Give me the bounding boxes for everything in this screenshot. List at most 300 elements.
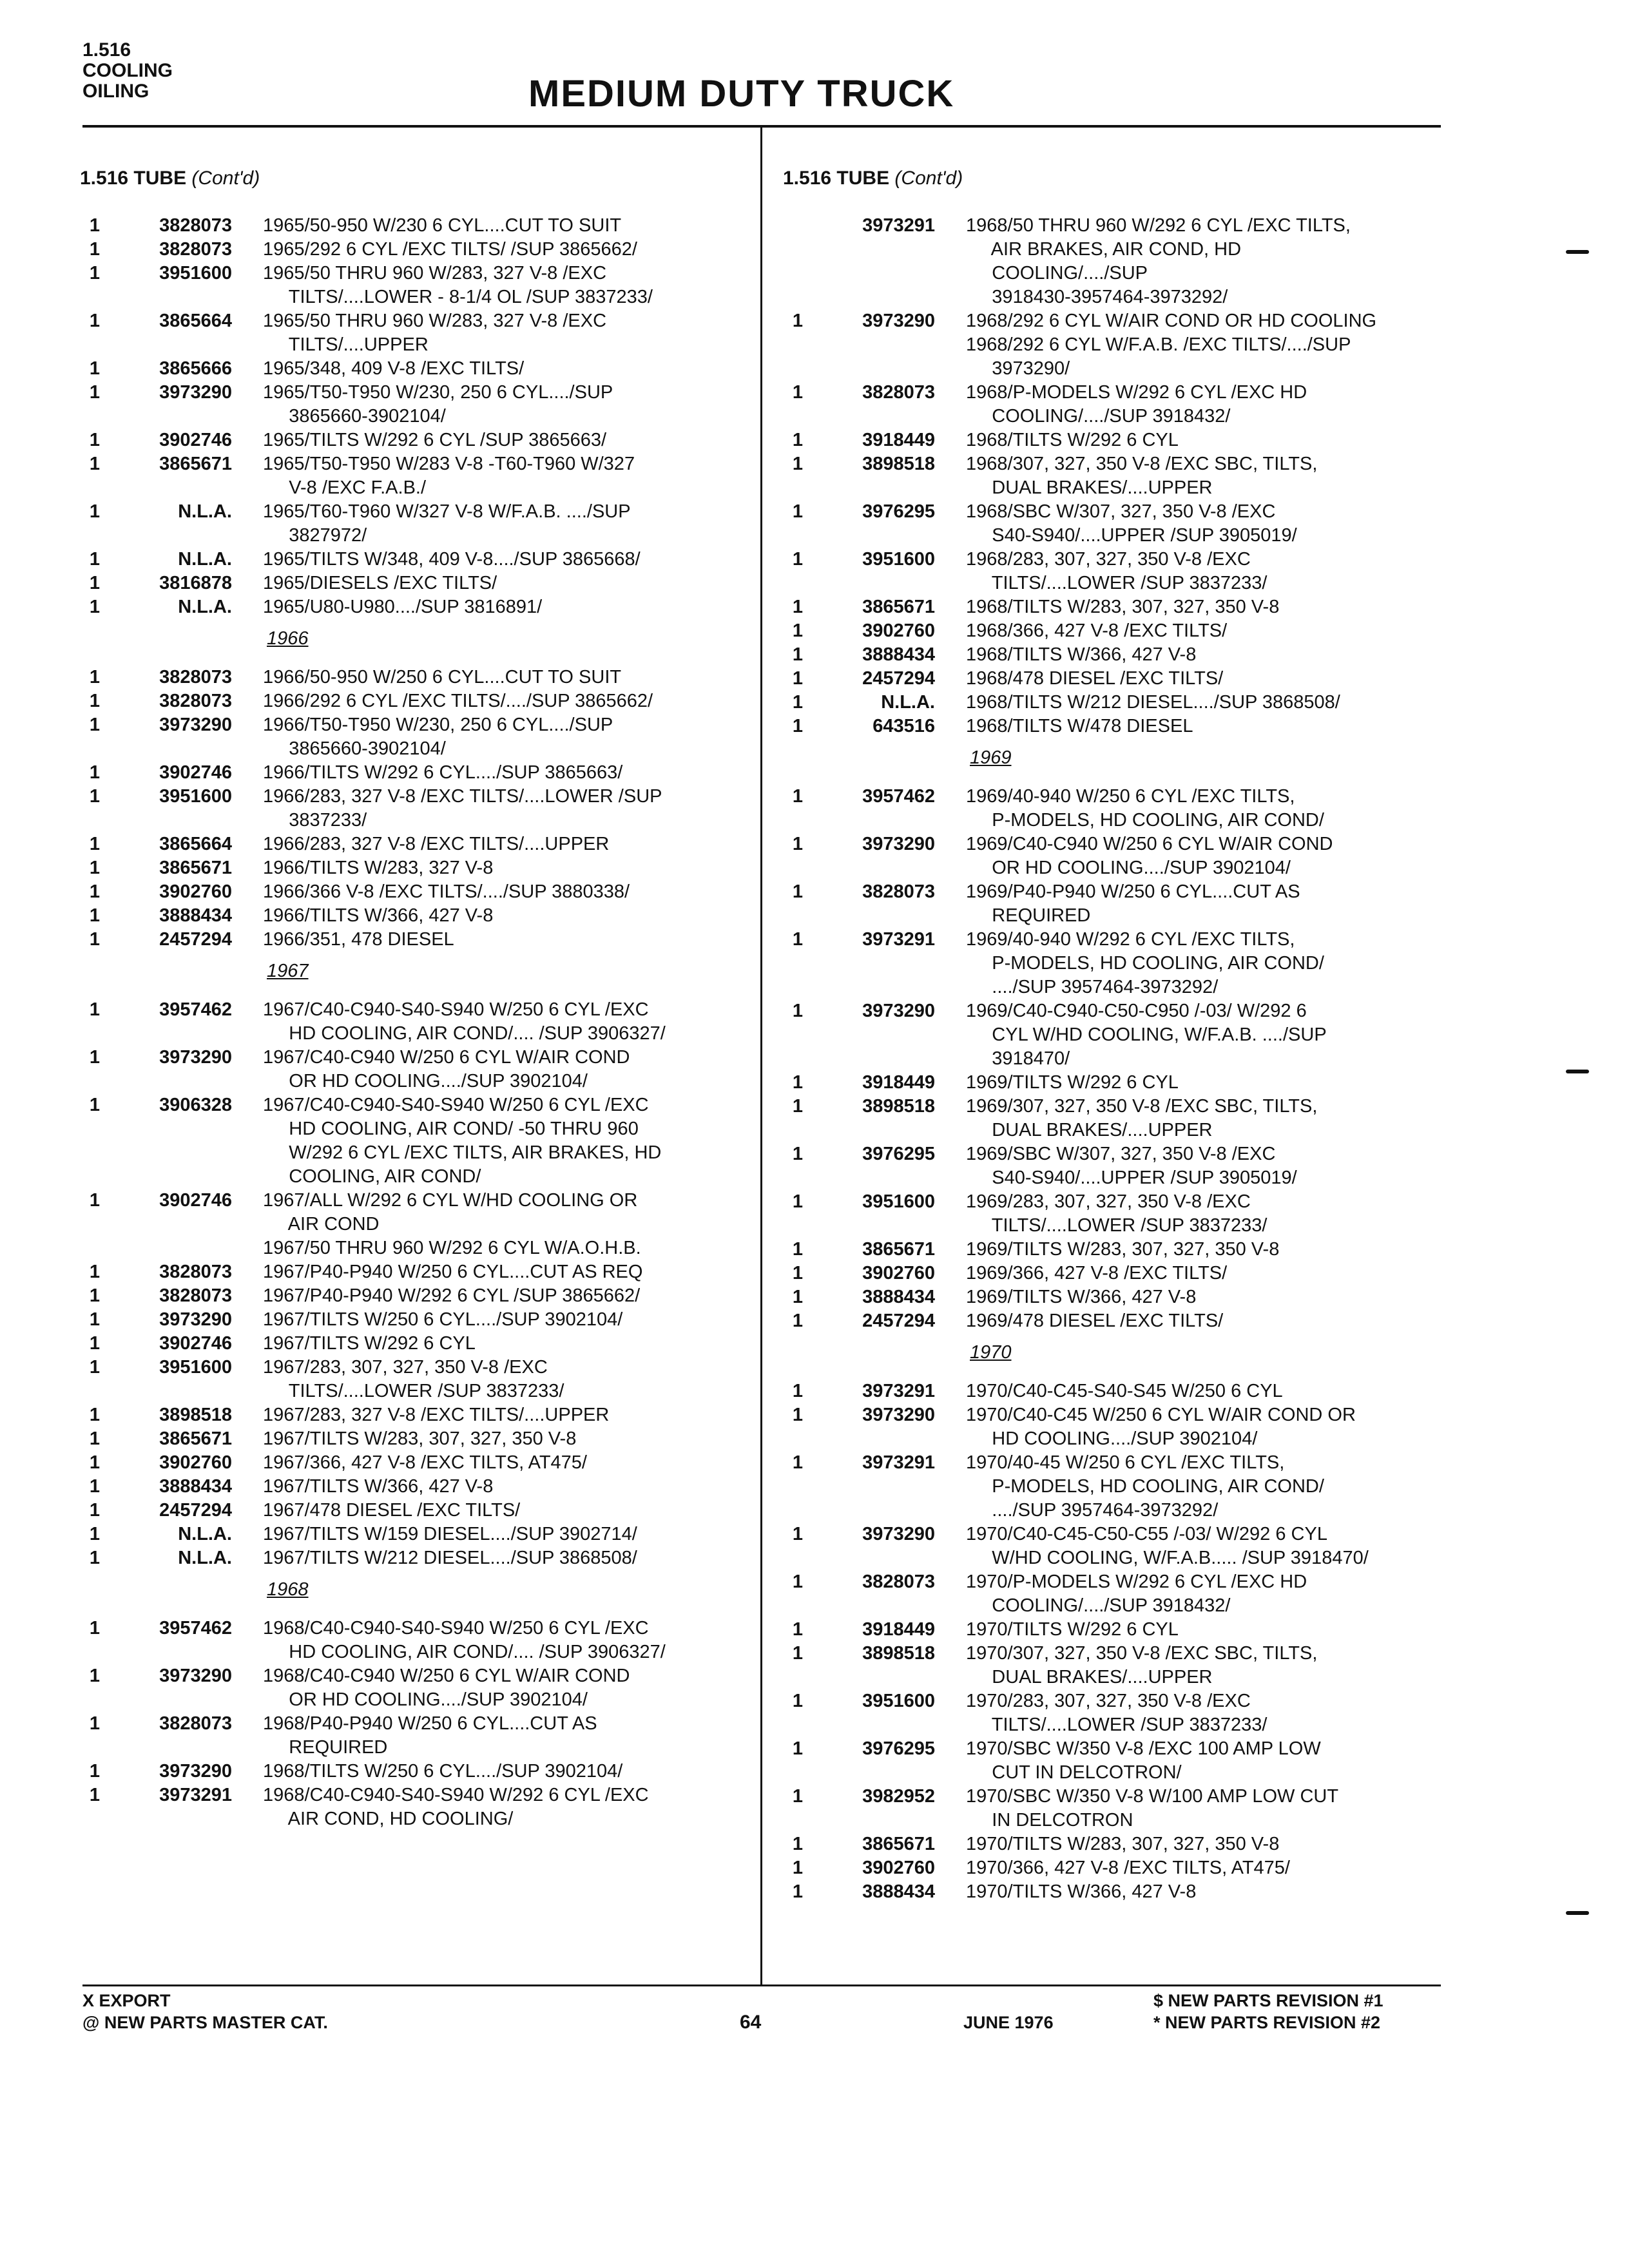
application-description: COOLING, AIR COND/ xyxy=(263,1166,481,1187)
application-description: TILTS/....UPPER xyxy=(263,334,429,355)
part-number: 3973290 xyxy=(862,834,935,854)
part-line xyxy=(80,1141,750,1165)
part-line xyxy=(783,1618,1453,1642)
year-label: 1967 xyxy=(267,961,309,981)
quantity xyxy=(80,1736,110,1760)
quantity: 1 xyxy=(89,1666,101,1686)
part-line xyxy=(783,1499,1453,1523)
quantity: 1 xyxy=(792,668,804,689)
part-line xyxy=(80,1260,750,1284)
part-number: 3973290 xyxy=(862,1405,935,1425)
part-number xyxy=(110,809,232,832)
application-description: CUT IN DELCOTRON/ xyxy=(966,1762,1182,1783)
application-description: P-MODELS, HD COOLING, AIR COND/ xyxy=(966,810,1324,831)
part-line xyxy=(80,666,750,689)
quantity: 1 xyxy=(89,1476,101,1497)
part-number: 3902760 xyxy=(159,881,232,902)
section-category-1: COOLING xyxy=(82,60,173,81)
part-number: 2457294 xyxy=(159,929,232,950)
part-number: 3973290 xyxy=(159,1047,232,1068)
quantity xyxy=(783,285,813,309)
application-description: ..../SUP 3957464-3973292/ xyxy=(966,977,1219,997)
part-line xyxy=(783,1594,1453,1618)
part-line xyxy=(783,715,1453,738)
part-number xyxy=(813,904,935,928)
part-number xyxy=(110,1117,232,1141)
part-number: 3888434 xyxy=(159,905,232,926)
revision-mark xyxy=(1566,250,1589,254)
application-description: 1967/TILTS W/212 DIESEL..../SUP 3868508/ xyxy=(263,1548,637,1568)
part-line xyxy=(783,1809,1453,1832)
application-description: COOLING/..../SUP 3918432/ xyxy=(966,1595,1231,1616)
quantity: 1 xyxy=(792,620,804,641)
part-number xyxy=(813,975,935,999)
quantity xyxy=(783,214,813,238)
quantity: 1 xyxy=(792,1239,804,1260)
part-number: 3918449 xyxy=(862,430,935,450)
application-description: 1968/478 DIESEL /EXC TILTS/ xyxy=(966,668,1224,689)
part-line xyxy=(783,452,1453,476)
part-number: 3973290 xyxy=(862,311,935,331)
part-number xyxy=(813,476,935,500)
application-description: 3865660-3902104/ xyxy=(263,406,446,427)
parts-list xyxy=(783,214,1453,1904)
application-description: 1968/P-MODELS W/292 6 CYL /EXC HD xyxy=(966,382,1307,403)
quantity: 1 xyxy=(792,1858,804,1878)
part-line xyxy=(80,1783,750,1807)
part-line xyxy=(783,428,1453,452)
part-line xyxy=(783,595,1453,619)
part-number: 3865671 xyxy=(862,597,935,617)
part-line xyxy=(80,1451,750,1475)
part-line xyxy=(80,904,750,928)
quantity xyxy=(80,524,110,548)
part-number: N.L.A. xyxy=(178,597,232,617)
part-line xyxy=(80,928,750,952)
application-description: 1968/TILTS W/292 6 CYL xyxy=(966,430,1179,450)
part-line xyxy=(80,357,750,381)
part-line xyxy=(80,333,750,357)
quantity: 1 xyxy=(792,716,804,736)
quantity xyxy=(80,1141,110,1165)
application-description: 1968/283, 307, 327, 350 V-8 /EXC xyxy=(966,549,1251,570)
application-description: 1967/50 THRU 960 W/292 6 CYL W/A.O.H.B. xyxy=(263,1238,641,1258)
application-description: 1969/SBC W/307, 327, 350 V-8 /EXC xyxy=(966,1144,1276,1164)
part-number: 3828073 xyxy=(159,1262,232,1282)
part-number: 3865666 xyxy=(159,358,232,379)
part-line xyxy=(80,1403,750,1427)
part-line xyxy=(80,880,750,904)
quantity: 1 xyxy=(89,573,101,593)
application-description: 1966/50-950 W/250 6 CYL....CUT TO SUIT xyxy=(263,667,622,687)
application-description: 1968/366, 427 V-8 /EXC TILTS/ xyxy=(966,620,1228,641)
application-description: 1965/T50-T950 W/230, 250 6 CYL..../SUP xyxy=(263,382,613,403)
application-description: S40-S940/....UPPER /SUP 3905019/ xyxy=(966,1168,1297,1188)
part-line xyxy=(80,737,750,761)
application-description: CYL W/HD COOLING, W/F.A.B. ..../SUP xyxy=(966,1024,1327,1045)
year-heading xyxy=(80,627,750,651)
year-label: 1968 xyxy=(267,1579,309,1600)
application-description: AIR COND, HD COOLING/ xyxy=(263,1809,514,1829)
application-description: 1966/T50-T950 W/230, 250 6 CYL..../SUP xyxy=(263,715,613,735)
part-number: 3828073 xyxy=(159,215,232,236)
application-description: 1968/TILTS W/250 6 CYL..../SUP 3902104/ xyxy=(263,1761,623,1782)
part-number: 3951600 xyxy=(159,786,232,807)
page-number: 64 xyxy=(740,2012,762,2033)
part-line xyxy=(783,548,1453,572)
part-line xyxy=(783,1190,1453,1214)
part-number xyxy=(110,1070,232,1093)
quantity: 1 xyxy=(792,501,804,522)
part-line xyxy=(80,1523,750,1546)
application-description: 1967/P40-P940 W/292 6 CYL /SUP 3865662/ xyxy=(263,1285,641,1306)
quantity: 1 xyxy=(89,715,101,735)
part-number: 3973291 xyxy=(862,1452,935,1473)
quantity xyxy=(783,1666,813,1689)
part-number xyxy=(813,1119,935,1142)
application-description: 1968/C40-C940 W/250 6 CYL W/AIR COND xyxy=(263,1666,630,1686)
application-description: 1967/TILTS W/283, 307, 327, 350 V-8 xyxy=(263,1428,577,1449)
part-line xyxy=(783,928,1453,952)
part-number: 3957462 xyxy=(159,999,232,1020)
quantity xyxy=(80,809,110,832)
quantity xyxy=(783,809,813,832)
part-line xyxy=(80,1736,750,1760)
revision-note-2: * NEW PARTS REVISION #2 xyxy=(1153,2013,1381,2032)
quantity: 1 xyxy=(89,1785,101,1805)
quantity: 1 xyxy=(89,905,101,926)
part-number: 3898518 xyxy=(862,454,935,474)
application-description: P-MODELS, HD COOLING, AIR COND/ xyxy=(966,953,1324,974)
part-line xyxy=(783,1451,1453,1475)
part-number: 3828073 xyxy=(862,1571,935,1592)
part-line xyxy=(783,832,1453,856)
quantity: 1 xyxy=(792,644,804,665)
part-line xyxy=(80,309,750,333)
part-number xyxy=(110,1807,232,1831)
part-line xyxy=(80,381,750,405)
quantity: 1 xyxy=(792,1191,804,1212)
quantity: 1 xyxy=(792,311,804,331)
quantity xyxy=(783,405,813,428)
part-number xyxy=(813,952,935,975)
year-label: 1970 xyxy=(970,1342,1012,1363)
quantity: 1 xyxy=(89,1285,101,1306)
application-description: 1965/U80-U980..../SUP 3816891/ xyxy=(263,597,543,617)
part-number: 3918449 xyxy=(862,1072,935,1093)
application-description: 1965/292 6 CYL /EXC TILTS/ /SUP 3865662/ xyxy=(263,239,637,260)
application-description: 1965/50 THRU 960 W/283, 327 V-8 /EXC xyxy=(263,263,607,284)
part-number: 3902746 xyxy=(159,1190,232,1211)
quantity: 1 xyxy=(89,382,101,403)
quantity xyxy=(783,1713,813,1737)
part-number xyxy=(110,524,232,548)
part-line xyxy=(783,1761,1453,1785)
part-line xyxy=(80,452,750,476)
part-line xyxy=(80,1022,750,1046)
quantity xyxy=(783,572,813,595)
part-line xyxy=(783,1570,1453,1594)
part-line xyxy=(80,262,750,285)
year-label: 1969 xyxy=(970,747,1012,768)
part-line xyxy=(783,262,1453,285)
part-line xyxy=(80,689,750,713)
part-number: 3828073 xyxy=(159,239,232,260)
application-description: 1965/T60-T960 W/327 V-8 W/F.A.B. ..../SUP xyxy=(263,501,631,522)
part-number: N.L.A. xyxy=(881,692,935,713)
application-description: 1968/TILTS W/283, 307, 327, 350 V-8 xyxy=(966,597,1280,617)
part-line xyxy=(80,1712,750,1736)
quantity xyxy=(80,1688,110,1712)
application-description: 1966/283, 327 V-8 /EXC TILTS/....LOWER /SUP xyxy=(263,786,662,807)
quantity xyxy=(783,357,813,381)
part-line xyxy=(80,832,750,856)
quantity: 1 xyxy=(89,1452,101,1473)
section-number: 1.516 xyxy=(82,39,131,61)
part-number xyxy=(110,1165,232,1189)
quantity: 1 xyxy=(89,1262,101,1282)
part-line xyxy=(783,1023,1453,1047)
part-number xyxy=(110,285,232,309)
quantity: 1 xyxy=(792,1452,804,1473)
application-description: TILTS/....LOWER - 8-1/4 OL /SUP 3837233/ xyxy=(263,287,653,307)
application-description: 3918470/ xyxy=(966,1048,1070,1069)
quantity xyxy=(783,524,813,548)
quantity: 1 xyxy=(792,881,804,902)
application-description: 1965/TILTS W/348, 409 V-8..../SUP 3865668/ xyxy=(263,549,641,570)
quantity xyxy=(80,1379,110,1403)
quantity: 1 xyxy=(792,1144,804,1164)
part-line xyxy=(783,1713,1453,1737)
quantity xyxy=(80,1640,110,1664)
application-description: 1969/TILTS W/366, 427 V-8 xyxy=(966,1287,1197,1307)
part-number: 3906328 xyxy=(159,1095,232,1115)
quantity: 1 xyxy=(89,1405,101,1425)
part-line xyxy=(783,785,1453,809)
application-description: 1968/SBC W/307, 327, 350 V-8 /EXC xyxy=(966,501,1276,522)
application-description: 1967/C40-C940 W/250 6 CYL W/AIR COND xyxy=(263,1047,630,1068)
part-number: 3865671 xyxy=(862,1834,935,1854)
part-number: 3951600 xyxy=(159,1357,232,1378)
part-line xyxy=(80,428,750,452)
quantity: 1 xyxy=(792,597,804,617)
part-line xyxy=(783,880,1453,904)
application-description: OR HD COOLING..../SUP 3902104/ xyxy=(966,858,1291,878)
part-line xyxy=(80,1617,750,1640)
part-line xyxy=(783,1427,1453,1451)
part-line xyxy=(783,333,1453,357)
part-line xyxy=(783,691,1453,715)
part-number xyxy=(813,405,935,428)
application-description: 1967/283, 327 V-8 /EXC TILTS/....UPPER xyxy=(263,1405,610,1425)
quantity xyxy=(783,476,813,500)
year-heading xyxy=(80,1578,750,1602)
quantity: 1 xyxy=(89,999,101,1020)
part-number: 3816878 xyxy=(159,573,232,593)
quantity xyxy=(80,1165,110,1189)
application-description: TILTS/....LOWER /SUP 3837233/ xyxy=(966,1215,1268,1236)
part-line xyxy=(783,572,1453,595)
part-number: 3865671 xyxy=(159,1428,232,1449)
part-number xyxy=(813,809,935,832)
part-line xyxy=(80,548,750,572)
application-description: 1970/283, 307, 327, 350 V-8 /EXC xyxy=(966,1691,1251,1711)
application-description: 1970/307, 327, 350 V-8 /EXC SBC, TILTS, xyxy=(966,1643,1318,1664)
part-line xyxy=(783,1309,1453,1333)
quantity xyxy=(80,737,110,761)
part-line xyxy=(783,1737,1453,1761)
part-number xyxy=(110,1236,232,1260)
part-number xyxy=(813,285,935,309)
quantity xyxy=(783,1546,813,1570)
column-divider xyxy=(760,126,762,1984)
part-number: 3973290 xyxy=(159,715,232,735)
quantity xyxy=(783,1047,813,1071)
quantity xyxy=(80,476,110,500)
quantity xyxy=(783,904,813,928)
part-number: N.L.A. xyxy=(178,549,232,570)
application-description: HD COOLING, AIR COND/.... /SUP 3906327/ xyxy=(263,1023,666,1044)
quantity: 1 xyxy=(792,1619,804,1640)
right-column xyxy=(783,166,1453,1904)
application-description: 1967/TILTS W/292 6 CYL xyxy=(263,1333,476,1354)
part-line xyxy=(80,1070,750,1093)
part-line xyxy=(783,619,1453,643)
application-description: DUAL BRAKES/....UPPER xyxy=(966,1120,1213,1140)
quantity xyxy=(783,1427,813,1451)
part-number: 3888434 xyxy=(862,1287,935,1307)
part-line xyxy=(80,1308,750,1332)
quantity: 1 xyxy=(89,358,101,379)
part-number: 3828073 xyxy=(159,667,232,687)
part-line xyxy=(783,1262,1453,1285)
part-line xyxy=(783,1119,1453,1142)
part-number: 3902746 xyxy=(159,430,232,450)
part-line xyxy=(783,904,1453,928)
quantity xyxy=(80,1807,110,1831)
part-number: 3976295 xyxy=(862,1144,935,1164)
quantity: 1 xyxy=(792,1786,804,1807)
part-line xyxy=(80,500,750,524)
application-description: 1970/C40-C45 W/250 6 CYL W/AIR COND OR xyxy=(966,1405,1356,1425)
part-line xyxy=(783,357,1453,381)
part-line xyxy=(783,1285,1453,1309)
application-description: 1966/TILTS W/292 6 CYL..../SUP 3865663/ xyxy=(263,762,623,783)
quantity: 1 xyxy=(89,881,101,902)
application-description: 1965/50 THRU 960 W/283, 327 V-8 /EXC xyxy=(263,311,607,331)
application-description: 1965/TILTS W/292 6 CYL /SUP 3865663/ xyxy=(263,430,607,450)
part-number xyxy=(813,572,935,595)
part-line xyxy=(783,952,1453,975)
application-description: TILTS/....LOWER /SUP 3837233/ xyxy=(966,1715,1268,1735)
application-description: 1970/P-MODELS W/292 6 CYL /EXC HD xyxy=(966,1571,1307,1592)
quantity: 1 xyxy=(89,311,101,331)
part-line xyxy=(80,405,750,428)
part-number: 3982952 xyxy=(862,1786,935,1807)
part-line xyxy=(80,713,750,737)
part-number: 3951600 xyxy=(862,1691,935,1711)
quantity xyxy=(783,238,813,262)
quantity xyxy=(80,1117,110,1141)
application-description: 1967/C40-C940-S40-S940 W/250 6 CYL /EXC xyxy=(263,999,649,1020)
part-line xyxy=(80,1499,750,1523)
part-number: 3898518 xyxy=(862,1096,935,1117)
application-description: 1966/292 6 CYL /EXC TILTS/..../SUP 3865662/ xyxy=(263,691,653,711)
quantity: 1 xyxy=(792,454,804,474)
quantity: 1 xyxy=(89,1761,101,1782)
application-description: 1966/TILTS W/366, 427 V-8 xyxy=(263,905,494,926)
part-line xyxy=(783,1403,1453,1427)
part-number xyxy=(813,333,935,357)
quantity xyxy=(783,952,813,975)
part-line xyxy=(80,1046,750,1070)
quantity: 1 xyxy=(89,762,101,783)
part-number: 3973290 xyxy=(862,1001,935,1021)
footer-left xyxy=(82,1990,328,2033)
part-number xyxy=(813,238,935,262)
application-description: S40-S940/....UPPER /SUP 3905019/ xyxy=(966,525,1297,546)
part-number xyxy=(813,1666,935,1689)
part-line xyxy=(783,975,1453,999)
part-number: 3888434 xyxy=(862,644,935,665)
part-line xyxy=(783,214,1453,238)
application-description: 1970/C40-C45-C50-C55 /-03/ W/292 6 CYL xyxy=(966,1524,1327,1544)
quantity: 1 xyxy=(89,430,101,450)
part-number: 3828073 xyxy=(862,382,935,403)
quantity: 1 xyxy=(792,692,804,713)
application-description: 1968/292 6 CYL W/AIR COND OR HD COOLING xyxy=(966,311,1377,331)
application-description: 3837233/ xyxy=(263,810,367,831)
part-line xyxy=(783,1238,1453,1262)
footer-rule xyxy=(82,1984,1441,1986)
part-line xyxy=(783,238,1453,262)
part-line xyxy=(80,1427,750,1451)
part-line xyxy=(80,1117,750,1141)
part-line xyxy=(80,214,750,238)
application-description: P-MODELS, HD COOLING, AIR COND/ xyxy=(966,1476,1324,1497)
part-line xyxy=(783,1379,1453,1403)
application-description: 1968/50 THRU 960 W/292 6 CYL /EXC TILTS, xyxy=(966,215,1351,236)
quantity: 1 xyxy=(89,1047,101,1068)
part-number xyxy=(110,1022,232,1046)
application-description: HD COOLING, AIR COND/.... /SUP 3906327/ xyxy=(263,1642,666,1662)
quantity xyxy=(783,1594,813,1618)
part-number: N.L.A. xyxy=(178,1548,232,1568)
quantity: 1 xyxy=(89,1428,101,1449)
part-number xyxy=(110,737,232,761)
part-line xyxy=(783,667,1453,691)
quantity: 1 xyxy=(792,430,804,450)
part-line xyxy=(783,1071,1453,1095)
part-number: 3973290 xyxy=(159,1761,232,1782)
quantity xyxy=(80,1022,110,1046)
part-number xyxy=(813,1023,935,1047)
part-number: 3973290 xyxy=(159,1309,232,1330)
part-line xyxy=(80,1475,750,1499)
part-line xyxy=(783,809,1453,832)
application-description: 1967/P40-P940 W/250 6 CYL....CUT AS REQ xyxy=(263,1262,643,1282)
part-line xyxy=(783,1642,1453,1666)
part-line xyxy=(783,1047,1453,1071)
application-description: 1970/366, 427 V-8 /EXC TILTS, AT475/ xyxy=(966,1858,1290,1878)
application-description: AIR BRAKES, AIR COND, HD xyxy=(966,239,1242,260)
part-number: 2457294 xyxy=(159,1500,232,1521)
part-number: 3902760 xyxy=(159,1452,232,1473)
part-line xyxy=(80,809,750,832)
part-number: 3976295 xyxy=(862,501,935,522)
part-line xyxy=(80,1284,750,1308)
quantity: 1 xyxy=(89,834,101,854)
